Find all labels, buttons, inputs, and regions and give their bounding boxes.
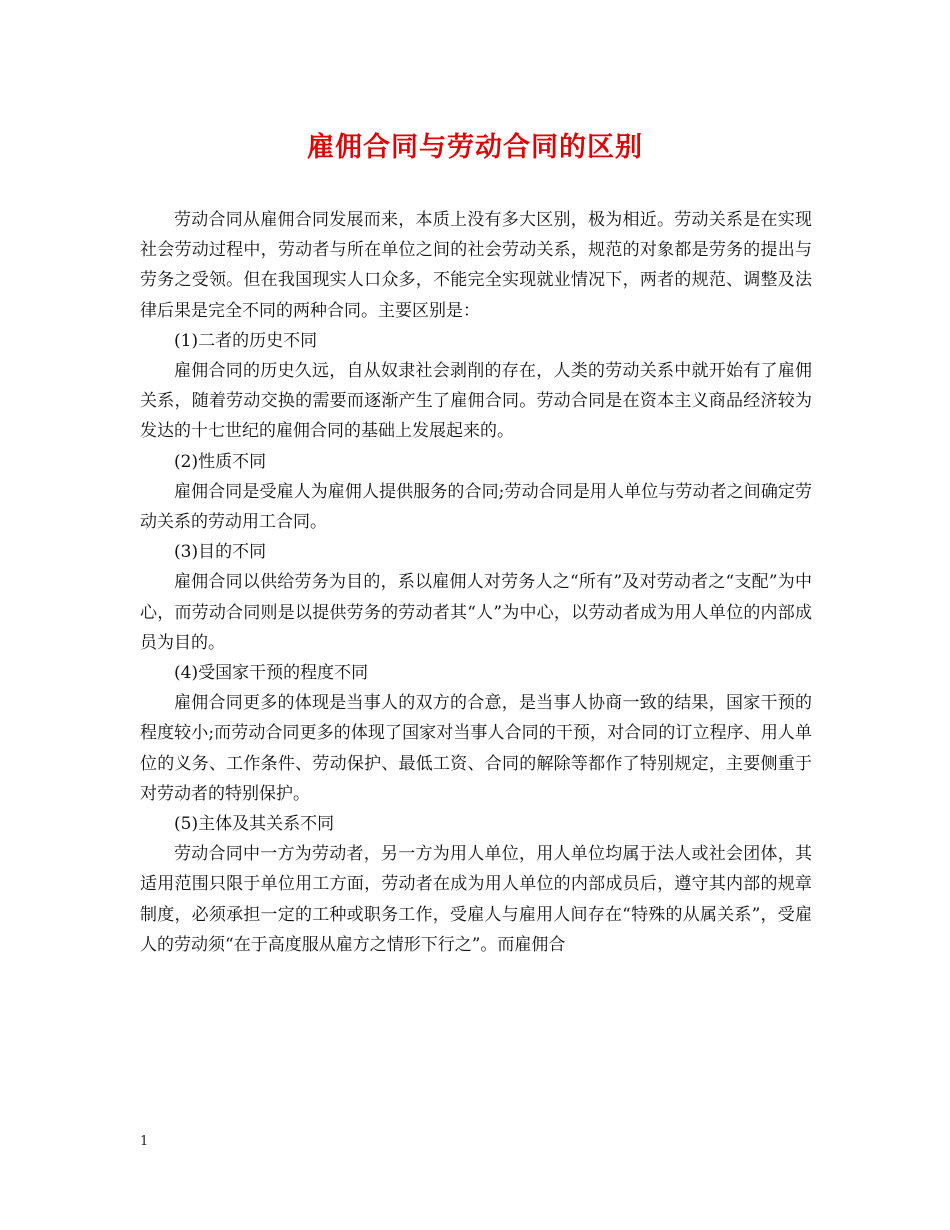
paragraph-history: 雇佣合同的历史久远，自从奴隶社会剥削的存在，人类的劳动关系中就开始有了雇佣关系，随着劳动交换的需要而逐渐产生了雇佣合同。劳动合同是在资本主义商品经济较为发达的十七世纪的雇佣合同的基础上发展起来的。 [140, 361, 812, 442]
paragraph-intervention: 雇佣合同更多的体现是当事人的双方的合意，是当事人协商一致的结果，国家干预的程度较小;而劳动合同更多的体现了国家对当事人合同的干预，对合同的订立程序、用人单位的义务、工作条件、劳动保护、最低工资、合同的解除等都作了特别规定，主要侧重于对劳动者的特别保护。 [140, 693, 812, 804]
paragraph-subject: 劳动合同中一方为劳动者，另一方为用人单位，用人单位均属于法人或社会团体，其适用范围只限于单位用工方面，劳动者在成为用人单位的内部成员后，遵守其内部的规章制度，必须承担一定的工种或职务工作，受雇人与雇用人间存在“特殊的从属关系”，受雇人的劳动须“在于高度服从雇方之情形下行之”。而雇佣合 [140, 844, 812, 955]
section-heading-intervention: (4)受国家干预的程度不同 [174, 663, 369, 684]
document-body [140, 205, 812, 960]
paragraph-purpose: 雇佣合同以供给劳务为目的，系以雇佣人对劳务人之“所有”及对劳动者之“支配”为中心，而劳动合同则是以提供劳务的劳动者其“人”为中心，以劳动者成为用人单位的内部成员为目的。 [140, 572, 812, 653]
paragraph-intro: 劳动合同从雇佣合同发展而来，本质上没有多大区别，极为相近。劳动关系是在实现社会劳动过程中，劳动者与所在单位之间的社会劳动关系，规范的对象都是劳务的提出与劳务之受领。但在我国现实人口众多，不能完全实现就业情况下，两者的规范、调整及法律后果是完全不同的两种合同。主要区别是： [140, 210, 812, 321]
document-title: 雇佣合同与劳动合同的区别 [307, 132, 643, 163]
section-heading-subject: (5)主体及其关系不同 [174, 814, 335, 835]
section-heading-purpose: (3)目的不同 [174, 542, 267, 563]
section-heading-history: (1)二者的历史不同 [174, 330, 318, 351]
paragraph-nature: 雇佣合同是受雇人为雇佣人提供服务的合同;劳动合同是用人单位与劳动者之间确定劳动关系的劳动用工合同。 [140, 481, 812, 533]
page-number: 1 [140, 1134, 149, 1149]
section-heading-nature: (2)性质不同 [174, 451, 267, 472]
